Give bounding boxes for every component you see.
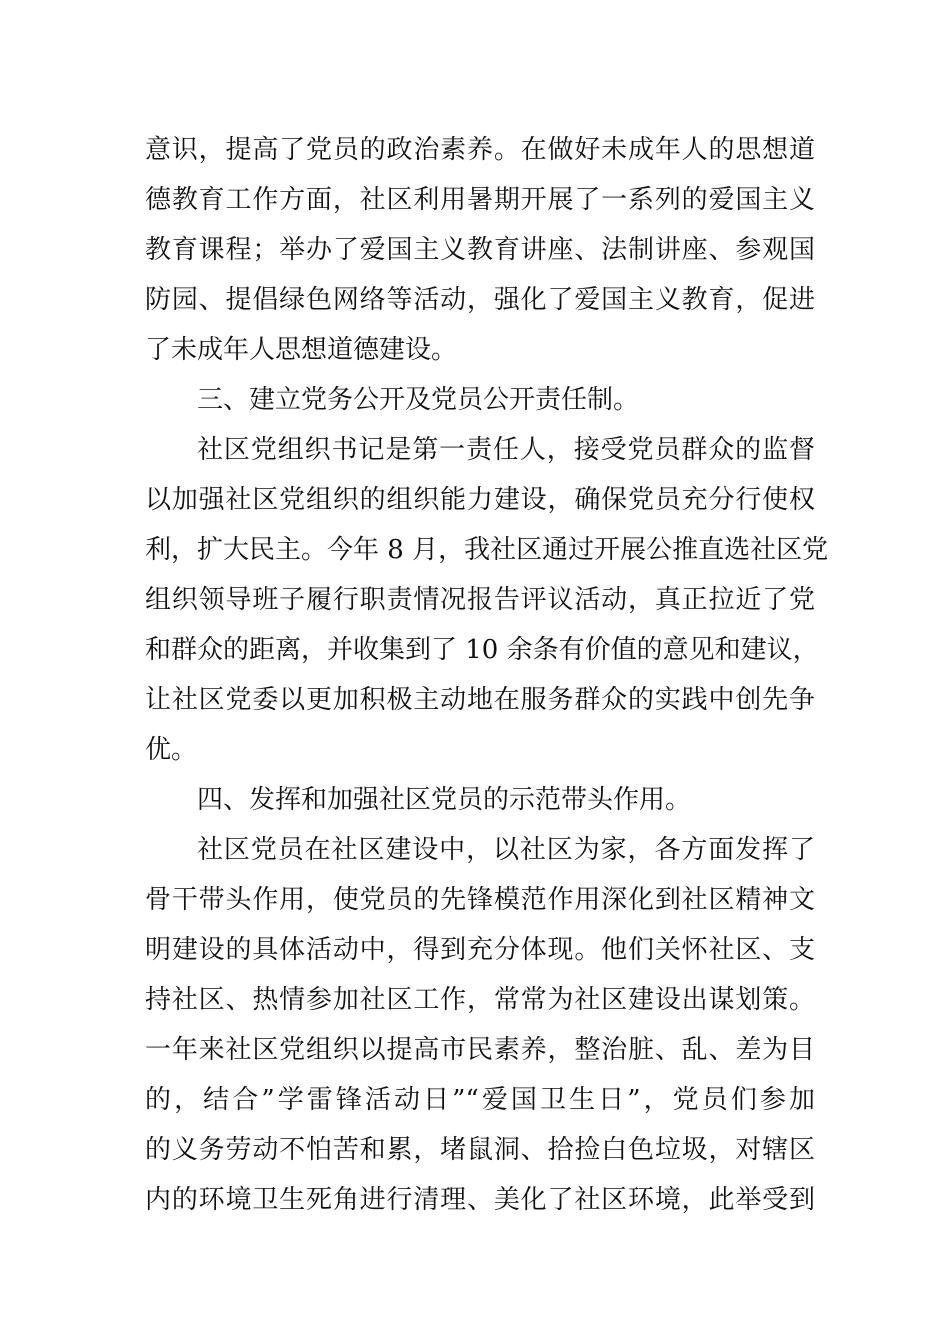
body-text-line: 优。	[145, 735, 198, 765]
section-heading: 四、发挥和加强社区党员的示范带头作用。	[197, 785, 692, 815]
body-text-line: 内的环境卫生死角进行清理、美化了社区环境，此举受到	[145, 1185, 815, 1215]
paragraph-first-line: 社区党组织书记是第一责任人，接受党员群众的监督	[197, 435, 815, 465]
body-text-line: 明建设的具体活动中，得到充分体现。他们关怀社区、支	[145, 935, 815, 965]
body-text-line: 让社区党委以更加积极主动地在服务群众的实践中创先争	[145, 685, 815, 715]
body-text-line: 教育课程；举办了爱国主义教育讲座、法制讲座、参观国	[145, 235, 815, 265]
body-text-line: 一年来社区党组织以提高市民素养，整治脏、乱、差为目	[145, 1035, 815, 1065]
body-text-line: 意识，提高了党员的政治素养。在做好未成年人的思想道	[145, 135, 815, 165]
paragraph-first-line: 社区党员在社区建设中，以社区为家，各方面发挥了	[197, 835, 815, 865]
body-text-line: 德教育工作方面，社区利用暑期开展了一系列的爱国主义	[145, 185, 815, 215]
body-text-line: 利，扩大民主。今年 8 月，我社区通过开展公推直选社区党	[145, 535, 829, 565]
section-heading: 三、建立党务公开及党员公开责任制。	[197, 385, 640, 415]
body-text-line: 的，结合”学雷锋活动日”“爱国卫生日”，党员们参加	[145, 1085, 815, 1115]
body-text-line: 和群众的距离，并收集到了 10 余条有价值的意见和建议，	[145, 635, 819, 665]
body-text-line: 骨干带头作用，使党员的先锋模范作用深化到社区精神文	[145, 885, 815, 915]
body-text-line: 的义务劳动不怕苦和累，堵鼠洞、拾捡白色垃圾，对辖区	[145, 1135, 815, 1165]
body-text-line: 防园、提倡绿色网络等活动，强化了爱国主义教育，促进	[145, 285, 815, 315]
body-text-line: 了未成年人思想道德建设。	[145, 335, 458, 365]
body-text-line: 组织领导班子履行职责情况报告评议活动，真正拉近了党	[145, 585, 815, 615]
body-text-line: 以加强社区党组织的组织能力建设，确保党员充分行使权	[145, 485, 815, 515]
body-text-line: 持社区、热情参加社区工作，常常为社区建设出谋划策。	[145, 985, 815, 1015]
